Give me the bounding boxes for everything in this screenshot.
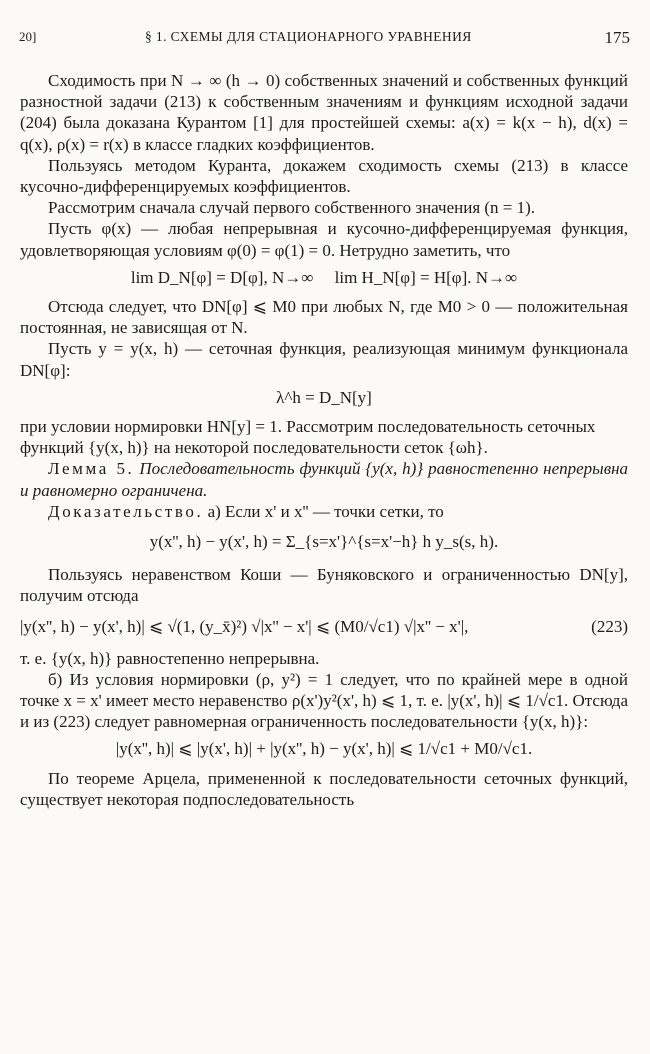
paragraph-11: По теореме Арцела, примененной к последовательности сеточных функций, существует некоторая подпоследовательность	[20, 768, 628, 809]
header-section-ref: 20]	[19, 29, 37, 44]
lemma-5	[20, 458, 628, 500]
proof-start	[20, 501, 628, 522]
paragraph-1: Сходимость при N → ∞ (h → 0) собственных значений и собственных функций разностной задачи (213) к собственным значениям и функциям исходной задачи (204) была доказана Курантом [1] для простейшей схемы: a(x) = k(x − h), d(x) = q(x), ρ(x) = r(x) в классе гладких коэффициентов.	[20, 71, 628, 154]
equation-223-tag: (223)	[591, 617, 628, 637]
proof-label: Доказательство.	[48, 501, 204, 521]
header-page-number: 175	[604, 28, 630, 47]
equation-limit-d: lim D_N[φ] = D[φ], N→∞	[130, 267, 314, 287]
paragraph-8: Пользуясь неравенством Коши — Буняковского и ограниченностью DN[y], получим отсюда	[20, 565, 628, 606]
paragraph-6: Пусть y = y(x, h) — сеточная функция, реализующая минимум функционала DN[φ]:	[20, 339, 628, 380]
lemma-text: Последовательность функций {y(x, h)} равностепенно непрерывна и равномерно ограничена.	[20, 459, 629, 500]
paragraph-10: б) Из условия нормировки (ρ, y²) = 1 следует, что по крайней мере в одной точке x = x' имеет место неравенство ρ(x')y²(x', h) ⩽ 1, т. е. |y(x', h)| ⩽ 1/√c1. Отсюда и из (223) следует равномерная ограниченность последовательности {y(x, h)}:	[20, 669, 628, 732]
equation-223	[20, 616, 628, 637]
equation-limit-h: lim H_N[φ] = H[φ]. N→∞	[334, 267, 518, 287]
paragraph-5: Отсюда следует, что DN[φ] ⩽ M0 при любых N, где M0 > 0 — положительная постоянная, не зависящая от N.	[20, 297, 628, 338]
paragraph-9: т. е. {y(x, h)} равностепенно непрерывна.	[20, 648, 320, 668]
paragraph-3: Рассмотрим сначала случай первого собственного значения (n = 1).	[48, 198, 536, 218]
equation-sum: y(x'', h) − y(x', h) = Σ_{s=x'}^{s=x'−h} h y_s(s, h).	[149, 532, 499, 552]
lemma-label: Лемма 5.	[48, 459, 135, 479]
paragraph-4: Пусть φ(x) — любая непрерывная и кусочно-дифференцируемая функция, удовлетворяющая условиям φ(0) = φ(1) = 0. Нетрудно заметить, что	[20, 219, 628, 260]
page-body	[20, 70, 628, 810]
paragraph-7: при условии нормировки HN[y] = 1. Рассмотрим последовательность сеточных функций {y(x, h)} на некоторой последовательности сеток {ωh}.	[20, 417, 596, 458]
equation-223-body: |y(x'', h) − y(x', h)| ⩽ √(1, (y_x̄)²) √|x'' − x'| ⩽ (M0/√c1) √|x'' − x'|,	[20, 617, 469, 637]
paragraph-2: Пользуясь методом Куранта, докажем сходимость схемы (213) в классе кусочно-дифференцируемых коэффициентов.	[20, 155, 628, 197]
header-running-title: § 1. СХЕМЫ ДЛЯ СТАЦИОНАРНОГО УРАВНЕНИЯ	[145, 29, 472, 44]
equation-bound: |y(x'', h)| ⩽ |y(x', h)| + |y(x'', h) − y(x', h)| ⩽ 1/√c1 + M0/√c1.	[115, 739, 533, 759]
equation-limits	[20, 267, 628, 288]
proof-text: а) Если x' и x'' — точки сетки, то	[207, 501, 444, 521]
equation-lambda: λ^h = D_N[y]	[276, 387, 372, 407]
